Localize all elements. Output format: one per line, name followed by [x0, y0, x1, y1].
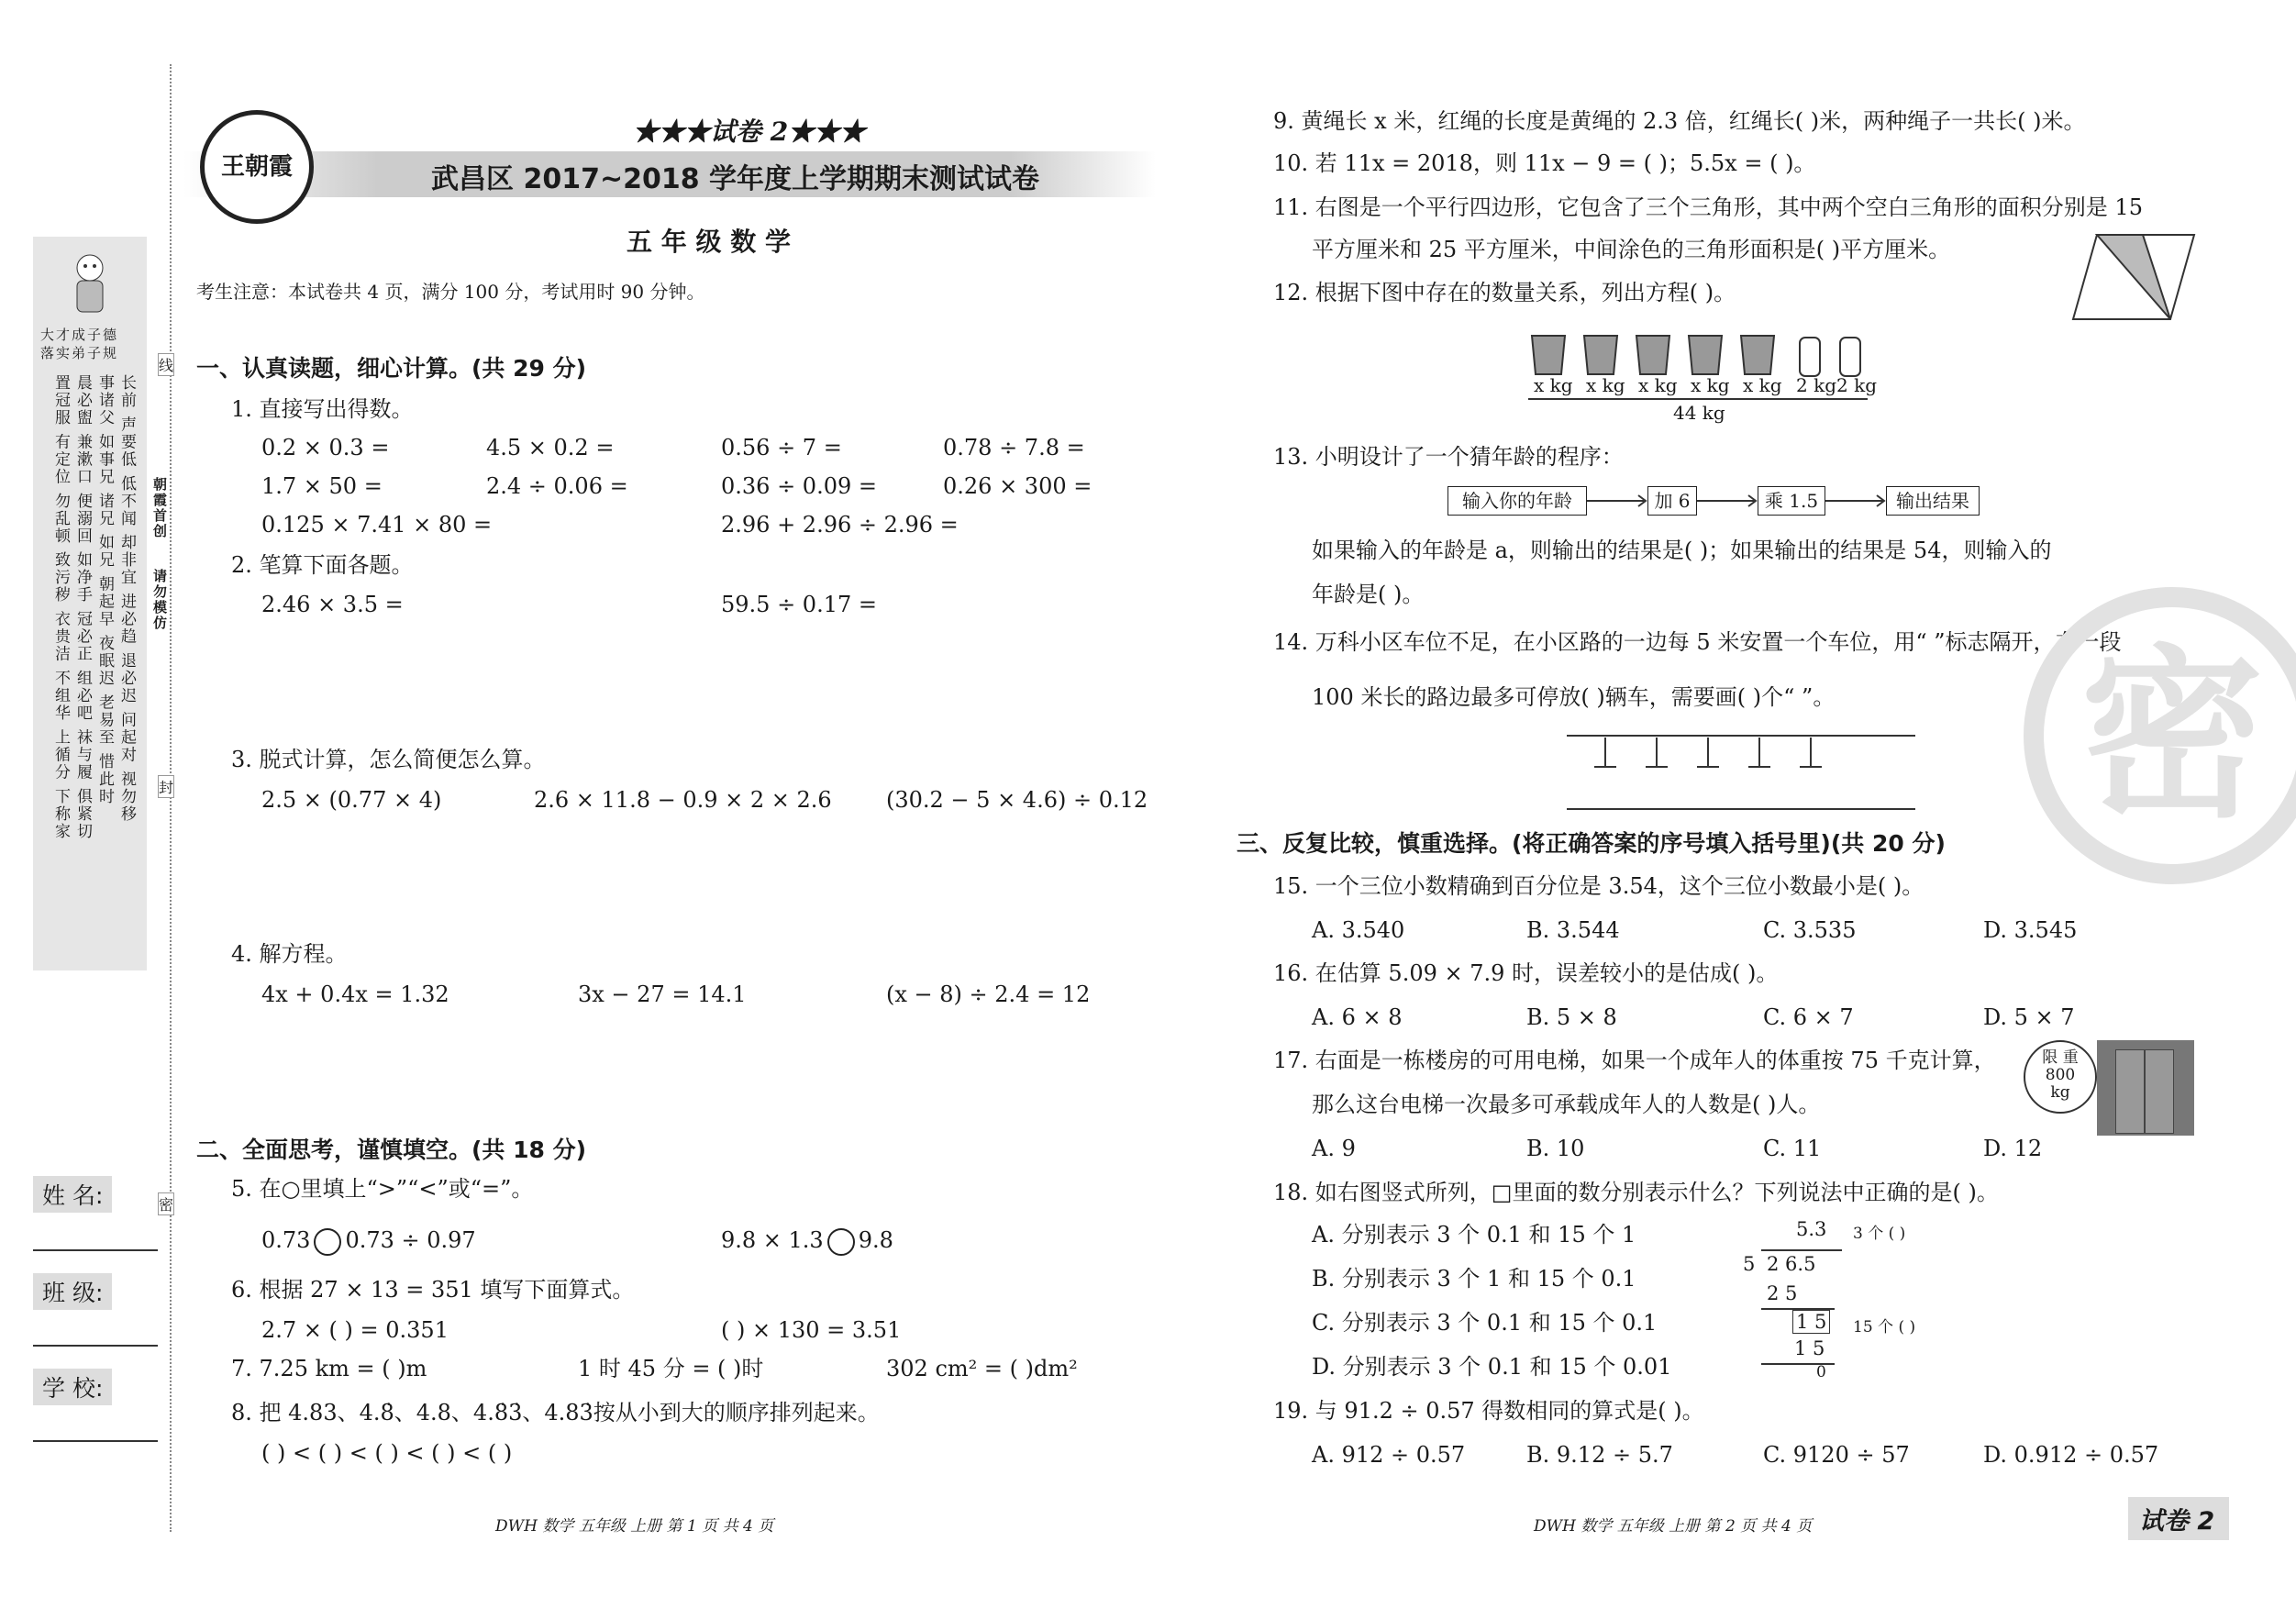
q7-item: 1 时 45 分 = ( )时: [578, 1356, 764, 1381]
dividend: 2 6.5: [1767, 1253, 1816, 1275]
section1-title: 一、认真读题，细心计算。(共 29 分): [196, 355, 587, 382]
sidebar-col-4: 长前 声要低 低不闻 却非宜 进必趋 退必迟 问起对 视勿移: [117, 374, 136, 823]
option[interactable]: D. 3.545: [1983, 917, 2078, 943]
section3-title: 三、反复比较，慎重选择。(将正确答案的序号填入括号里)(共 20 分): [1237, 830, 1946, 857]
parallelogram-figure: [2069, 231, 2198, 327]
q5-a-left: 0.73: [261, 1227, 311, 1253]
option[interactable]: A. 912 ÷ 0.57: [1312, 1442, 1466, 1468]
q1-item: 2.96 + 2.96 ÷ 2.96 =: [721, 512, 959, 538]
q18: 18. 如右图竖式所列，□里面的数分别表示什么？下列说法中正确的是( )。: [1273, 1180, 1999, 1205]
class-field[interactable]: [33, 1345, 158, 1347]
sign-line: 限 重: [2042, 1048, 2079, 1067]
q3-item: 2.5 × (0.77 × 4): [261, 787, 442, 813]
q12: 12. 根据下图中存在的数量关系，列出方程( )。: [1273, 280, 1736, 305]
vertical-note-2: 请勿模仿: [151, 569, 168, 631]
option[interactable]: A. 9: [1312, 1136, 1356, 1161]
paper-label-text: 试卷 2: [710, 116, 789, 147]
total-brace: [1528, 398, 1868, 400]
option[interactable]: D. 12: [1983, 1136, 2043, 1161]
flow-step: 输出结果: [1886, 486, 1980, 516]
elevator-photo: [2097, 1040, 2194, 1136]
remainder-box: 1 5: [1792, 1310, 1830, 1334]
q17-line1: 17. 右面是一栋楼房的可用电梯，如果一个成年人的体重按 75 千克计算，: [1273, 1048, 1996, 1073]
sidebar-col-1: 置冠服 有定位 勿乱顿 致污秽 衣贵洁 不组华 上循分 下称家: [51, 374, 70, 840]
q1-item: 0.36 ÷ 0.09 =: [721, 473, 877, 499]
q1-item: 0.78 ÷ 7.8 =: [943, 435, 1085, 460]
q1-item: 1.7 × 50 =: [261, 473, 383, 499]
section2-title: 二、全面思考，谨慎填空。(共 18 分): [196, 1137, 587, 1163]
total-label: 44 kg: [1673, 402, 1725, 424]
q4-prompt: 4. 解方程。: [231, 941, 348, 967]
sign-line: kg: [2050, 1083, 2070, 1102]
q3-prompt: 3. 脱式计算，怎么简便怎么算。: [231, 747, 546, 772]
option[interactable]: C. 6 × 7: [1763, 1004, 1854, 1030]
sidebar-panel: [33, 237, 147, 970]
option[interactable]: B. 10: [1526, 1136, 1585, 1161]
option[interactable]: A. 3.540: [1312, 917, 1405, 943]
sidebar-col-3: 事诸父 如事兄 诸兄 如兄 朝起早 夜眠迟 老易至 惜此时: [95, 374, 114, 805]
name-label: 姓 名:: [33, 1176, 112, 1213]
q13-line3: 年龄是( )。: [1312, 582, 1425, 607]
compare-circle[interactable]: [827, 1228, 855, 1256]
q2-prompt: 2. 笔算下面各题。: [231, 552, 414, 578]
q1-prompt: 1. 直接写出得数。: [231, 396, 414, 422]
q14-line1: 14. 万科小区车位不足，在小区路的一边每 5 米安置一个车位，用“ ”标志隔开，在一段: [1273, 629, 2122, 655]
binding-label-feng: 封: [158, 775, 174, 798]
flow-arrows: [1587, 490, 1890, 516]
quotient-note: 3 个 ( ): [1853, 1225, 1906, 1243]
q4-item: 3x − 27 = 14.1: [578, 981, 747, 1007]
q1-item: 0.56 ÷ 7 =: [721, 435, 842, 460]
q8-prompt: 8. 把 4.83、4.8̇、4.8、4.8̇3̇、4.83̇按从小到大的顺序排列起来。: [231, 1400, 880, 1425]
bucket-diagram: [1523, 325, 1908, 426]
brand-seal: [200, 110, 314, 224]
school-field[interactable]: [33, 1440, 158, 1442]
q15: 15. 一个三位小数精确到百分位是 3.54，这个三位小数最小是( )。: [1273, 873, 1924, 899]
flow-step: 乘 1.5: [1758, 486, 1825, 516]
bucket-label: x kg: [1586, 374, 1625, 396]
q1-item: 2.4 ÷ 0.06 =: [486, 473, 628, 499]
exam-title: 武昌区 2017~2018 学年度上学期期末测试试卷: [431, 163, 1040, 195]
q10: 10. 若 11x = 2018，则 11x − 9 = ( )；5.5x = ( )。: [1273, 150, 1816, 176]
q5-compare-b: [721, 1225, 893, 1256]
paper-tag: 试卷 2: [2128, 1497, 2229, 1540]
q1-item: 0.125 × 7.41 × 80 =: [261, 512, 493, 538]
weight-limit-sign: [2024, 1040, 2097, 1114]
q2-item: 2.46 × 3.5 =: [261, 592, 404, 617]
bottle-label: 2 kg: [1796, 374, 1837, 396]
paper-label: ★★★试卷 2★★★: [633, 116, 866, 147]
q8-blanks: ( ) < ( ) < ( ) < ( ) < ( ): [261, 1440, 513, 1466]
q14-line2: 100 米长的路边最多可停放( )辆车，需要画( )个“ ”。: [1312, 684, 1836, 710]
q11-line2: 平方厘米和 25 平方厘米，中间涂色的三角形面积是( )平方厘米。: [1312, 237, 1951, 262]
confidential-watermark: [2024, 587, 2296, 884]
option[interactable]: C. 11: [1763, 1136, 1822, 1161]
q4-item: 4x + 0.4x = 1.32: [261, 981, 449, 1007]
q7-item: 302 cm² = ( )dm²: [886, 1356, 1078, 1381]
compare-circle[interactable]: [314, 1228, 341, 1256]
vertical-note-1: 朝霞首创: [151, 477, 168, 539]
option[interactable]: C. 9120 ÷ 57: [1763, 1442, 1910, 1468]
final-remainder: 0: [1816, 1363, 1826, 1381]
option[interactable]: D. 分别表示 3 个 0.1 和 15 个 0.01: [1312, 1354, 1672, 1380]
q7-item: 7. 7.25 km = ( )m: [231, 1356, 427, 1381]
option[interactable]: A. 分别表示 3 个 0.1 和 15 个 1: [1312, 1222, 1636, 1248]
seal-text: 王朝霞: [220, 153, 293, 181]
flow-step: 输入你的年龄: [1447, 486, 1587, 516]
q5-b-right: 9.8: [858, 1227, 893, 1253]
option[interactable]: B. 5 × 8: [1526, 1004, 1617, 1030]
q5-a-right: 0.73 ÷ 0.97: [345, 1227, 476, 1253]
quotient: 5.3: [1796, 1218, 1827, 1240]
q6-prompt: 6. 根据 27 × 13 = 351 填写下面算式。: [231, 1277, 635, 1303]
sign-line: 800: [2045, 1066, 2076, 1084]
class-label: 班 级:: [33, 1273, 112, 1310]
sub-line: 1 5: [1794, 1337, 1825, 1359]
name-field[interactable]: [33, 1249, 158, 1251]
bucket-label: x kg: [1691, 374, 1730, 396]
q5-prompt: 5. 在○里填上“>”“<”或“=”。: [231, 1176, 534, 1202]
sub-line: 2 5: [1767, 1282, 1798, 1304]
bucket-label: x kg: [1638, 374, 1678, 396]
option[interactable]: B. 9.12 ÷ 5.7: [1526, 1442, 1673, 1468]
q5-b-left: 9.8 × 1.3: [721, 1227, 824, 1253]
bottle-label: 2 kg: [1836, 374, 1878, 396]
q2-item: 59.5 ÷ 0.17 =: [721, 592, 877, 617]
q1-item: 4.5 × 0.2 =: [486, 435, 615, 460]
sidebar-motto-2: 落实弟子规: [40, 345, 119, 361]
long-division: [1739, 1218, 1978, 1383]
exam-notice: 考生注意：本试卷共 4 页，满分 100 分，考试用时 90 分钟。: [196, 281, 705, 303]
q1-item: 0.26 × 300 =: [943, 473, 1093, 499]
q5-compare-a: [261, 1225, 476, 1256]
bucket-label: x kg: [1743, 374, 1782, 396]
watermark-text: 密: [2080, 627, 2264, 843]
q16: 16. 在估算 5.09 × 7.9 时，误差较小的是估成( )。: [1273, 960, 1779, 986]
q17-line2: 那么这台电梯一次最多可承载成年人的人数是( )人。: [1312, 1092, 1821, 1117]
q13-line2: 如果输入的年龄是 a，则输出的结果是( )；如果输出的结果是 54，则输入的: [1312, 538, 2052, 563]
option[interactable]: B. 3.544: [1526, 917, 1620, 943]
option[interactable]: C. 分别表示 3 个 0.1 和 15 个 0.1: [1312, 1310, 1658, 1336]
cartoon-figure: [68, 251, 112, 317]
remainder-note: 15 个 ( ): [1853, 1318, 1916, 1336]
option[interactable]: D. 0.912 ÷ 0.57: [1983, 1442, 2159, 1468]
q19: 19. 与 91.2 ÷ 0.57 得数相同的算式是( )。: [1273, 1398, 1704, 1424]
binding-line: [170, 64, 172, 1532]
option[interactable]: B. 分别表示 3 个 1 和 15 个 0.1: [1312, 1266, 1636, 1292]
q11-line1: 11. 右图是一个平行四边形，它包含了三个三角形，其中两个空白三角形的面积分别是 15: [1273, 194, 2143, 220]
q13: 13. 小明设计了一个猜年龄的程序：: [1273, 444, 1624, 470]
parking-diagram: [1567, 730, 1915, 816]
footer-left: DWH 数学 五年级 上册 第 1 页 共 4 页: [495, 1517, 774, 1536]
option[interactable]: D. 5 × 7: [1983, 1004, 2075, 1030]
bucket-label: x kg: [1534, 374, 1573, 396]
option[interactable]: A. 6 × 8: [1312, 1004, 1403, 1030]
divisor: 5: [1743, 1253, 1756, 1275]
q3-item: (30.2 − 5 × 4.6) ÷ 0.12: [886, 787, 1148, 813]
q6-item: ( ) × 130 = 3.51: [721, 1317, 902, 1343]
option[interactable]: C. 3.535: [1763, 917, 1857, 943]
q9: 9. 黄绳长 x 米，红绳的长度是黄绳的 2.3 倍，红绳长( )米，两种绳子一共长( )米。: [1273, 108, 2086, 134]
school-label: 学 校:: [33, 1369, 112, 1405]
q1-item: 0.2 × 0.3 =: [261, 435, 390, 460]
flow-step: 加 6: [1647, 486, 1697, 516]
exam-subtitle: 五 年 级 数 学: [627, 227, 791, 257]
sidebar-motto-1: 大才成子德: [40, 327, 119, 343]
q3-item: 2.6 × 11.8 − 0.9 × 2 × 2.6: [534, 787, 832, 813]
q4-item: (x − 8) ÷ 2.4 = 12: [886, 981, 1091, 1007]
sidebar-col-2: 晨必盥 兼漱口 便溺回 如净手 冠必正 组必吧 袜与履 俱紧切: [73, 374, 92, 840]
binding-label-xian: 线: [158, 353, 174, 376]
q6-item: 2.7 × ( ) = 0.351: [261, 1317, 449, 1343]
binding-label-mi: 密: [158, 1192, 174, 1215]
footer-right: DWH 数学 五年级 上册 第 2 页 共 4 页: [1534, 1517, 1813, 1536]
